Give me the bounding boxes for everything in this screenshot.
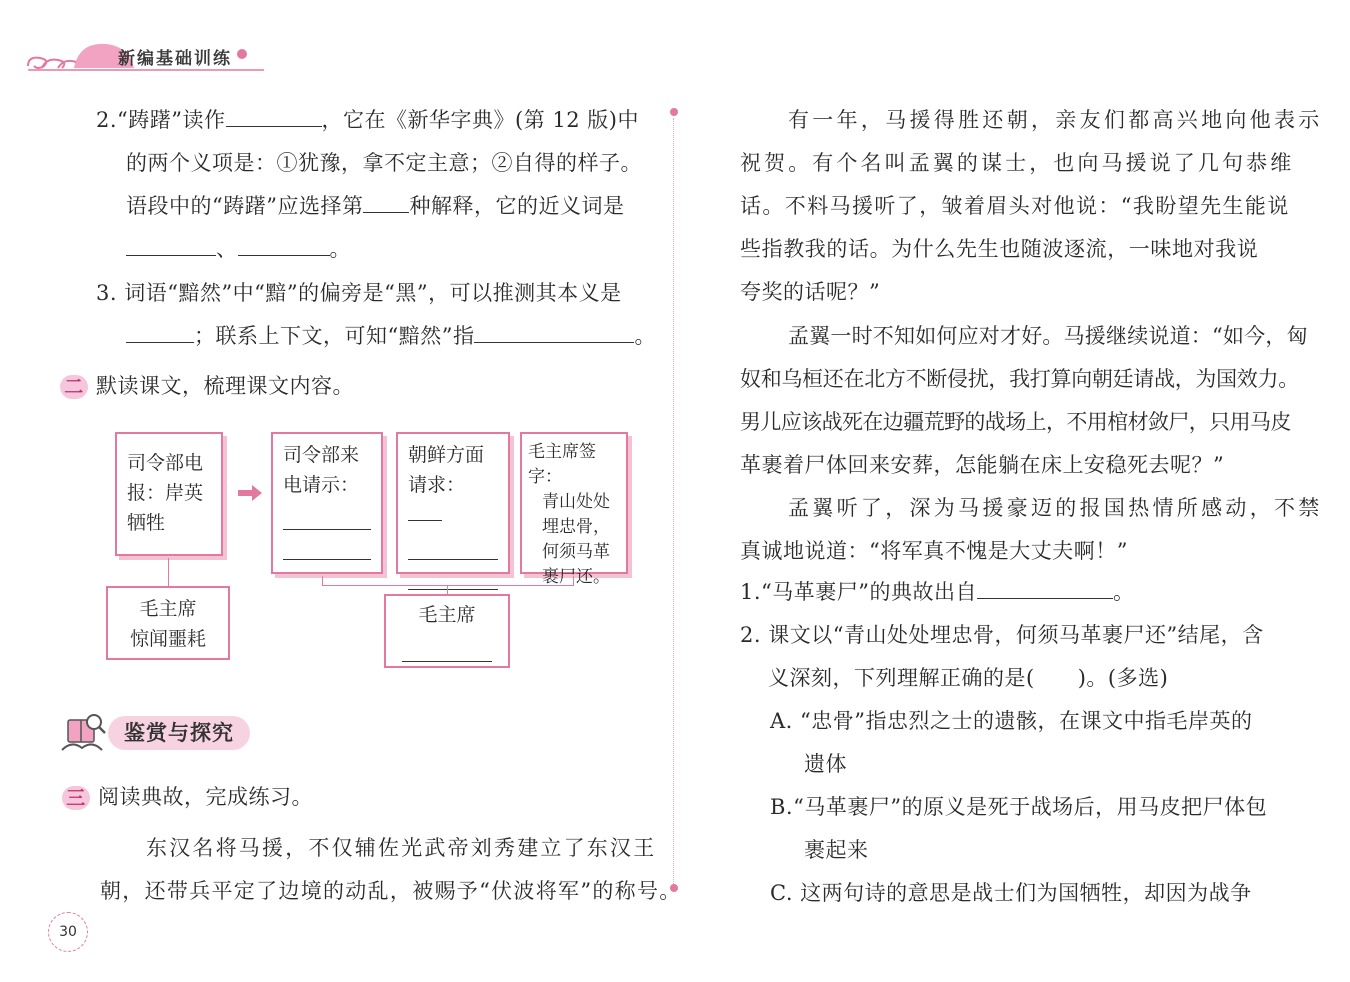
section3-heading: 三 阅读典故，完成练习。 bbox=[62, 781, 313, 811]
story-p2-line1: 孟翼一时不知如何应对才好。马援继续说道：“如今，匈 bbox=[788, 324, 1308, 348]
diagram-box-mao: 毛主席 bbox=[384, 594, 510, 668]
diagram-box-korea: 朝鲜方面 请求： bbox=[396, 432, 510, 574]
arrow-right-icon bbox=[236, 483, 264, 503]
section3-mark: 三 bbox=[62, 786, 90, 810]
q3-context-blank[interactable] bbox=[474, 323, 634, 343]
story-p1-line5: 夸奖的话呢？” bbox=[740, 280, 881, 304]
page-number: 30 bbox=[48, 912, 88, 952]
story-line2: 朝，还带兵平定了边境的动乱，被赐予“伏波将军”的称号。 bbox=[100, 879, 682, 903]
story-p1-line2: 祝贺。有个名叫孟翼的谋士，也向马援说了几句恭维 bbox=[740, 151, 1295, 175]
mao-blank[interactable] bbox=[402, 636, 492, 662]
story-p3-line1: 孟翼听了，深为马援豪迈的报国热情所感动，不禁 bbox=[788, 496, 1323, 520]
story-p1-line1: 有一年，马援得胜还朝，亲友们都高兴地向他表示 bbox=[788, 108, 1323, 132]
story-p2-line2: 奴和乌桓还在北方不断侵扰，我打算向朝廷请战，为国效力。 bbox=[740, 367, 1299, 391]
q3-line1: 3. 词语“黯然”中“黯”的偏旁是“黑”，可以推测其本义是 bbox=[96, 281, 622, 305]
story-p1-line3: 话。不料马援听了，皱着眉头对他说：“我盼望先生能说 bbox=[740, 194, 1290, 218]
section-banner: 鉴赏与探究 bbox=[108, 716, 250, 750]
q2-pinyin-blank[interactable] bbox=[226, 107, 322, 127]
book-magnifier-icon bbox=[58, 710, 108, 756]
section2-heading: 二 默读课文，梳理课文内容。 bbox=[60, 370, 354, 400]
rq1-source-blank[interactable] bbox=[977, 579, 1113, 599]
connector-bracket bbox=[322, 576, 574, 586]
q2-synonym-blank-2[interactable] bbox=[238, 236, 330, 256]
story-p2-line4: 革裹着尸体回来安葬，怎能躺在床上安稳死去呢？” bbox=[740, 453, 1225, 477]
q2-line3: 语段中的“踌躇”应选择第 种解释，它的近义词是 bbox=[126, 194, 625, 218]
rq2-option-c[interactable]: C. 这两句诗的意思是战士们为国牺牲，却因为战争 bbox=[770, 881, 1252, 905]
q2-synonym-blank-1[interactable] bbox=[126, 236, 216, 256]
korea-blank-inline[interactable] bbox=[408, 503, 442, 521]
q2-choice-blank[interactable] bbox=[363, 193, 409, 213]
q2-line4: 、 。 bbox=[126, 233, 351, 263]
diagram-box-mao-shock: 毛主席 惊闻噩耗 bbox=[106, 586, 230, 660]
connector-center bbox=[447, 586, 448, 594]
divider-dot-top bbox=[670, 108, 678, 116]
story-p2-line3: 男儿应该战死在边疆荒野的战场上，不用棺材敛尸，只用马皮 bbox=[740, 410, 1291, 434]
section2-mark: 二 bbox=[60, 375, 88, 399]
rq2-option-a-cont: 遗体 bbox=[804, 752, 847, 776]
rq2-option-a[interactable]: A. “忠骨”指忠烈之士的遗骸，在课文中指毛岸英的 bbox=[770, 709, 1253, 733]
q2-line2: 的两个义项是：①犹豫，拿不定主意；②自得的样子。 bbox=[126, 151, 642, 175]
request-blank-1[interactable] bbox=[283, 504, 371, 530]
story-p3-line2: 真诚地说道：“将军真不愧是大丈夫啊！” bbox=[740, 539, 1128, 563]
korea-blank-1[interactable] bbox=[408, 534, 498, 560]
diagram-box-request: 司令部来 电请示： bbox=[271, 432, 383, 574]
q2-line1: 2.“踌躇”读作 ，它在《新华字典》(第 12 版)中 bbox=[96, 108, 639, 132]
story-line1: 东汉名将马援，不仅辅佐光武帝刘秀建立了东汉王 bbox=[146, 836, 657, 860]
q3-meaning-blank[interactable] bbox=[126, 323, 194, 343]
center-divider bbox=[673, 118, 674, 886]
rq2-option-b-cont: 裹起来 bbox=[804, 838, 869, 862]
rq1-line: 1.“马革裹尸”的典故出自 。 bbox=[740, 580, 1135, 604]
rq2-line2: 义深刻，下列理解正确的是( )。(多选) bbox=[768, 666, 1169, 690]
diagram-box-signature: 毛主席签字： 青山处处 埋忠骨， 何须马革 裹尸还。 bbox=[520, 432, 628, 574]
rq2-option-b[interactable]: B.“马革裹尸”的原义是死于战场后，用马皮把尸体包 bbox=[770, 795, 1268, 819]
diagram-box-telegram: 司令部电 报：岸英 牺牲 bbox=[115, 432, 223, 556]
q3-line2: ；联系上下文，可知“黯然”指 。 bbox=[126, 320, 656, 350]
request-blank-2[interactable] bbox=[283, 534, 371, 560]
connector-left bbox=[168, 558, 169, 586]
rq2-line1: 2. 课文以“青山处处埋忠骨，何须马革裹尸还”结尾，含 bbox=[740, 623, 1264, 647]
header-title: 新编基础训练 bbox=[118, 49, 232, 69]
story-p1-line4: 些指教我的话。为什么先生也随波逐流，一味地对我说 bbox=[740, 237, 1259, 261]
